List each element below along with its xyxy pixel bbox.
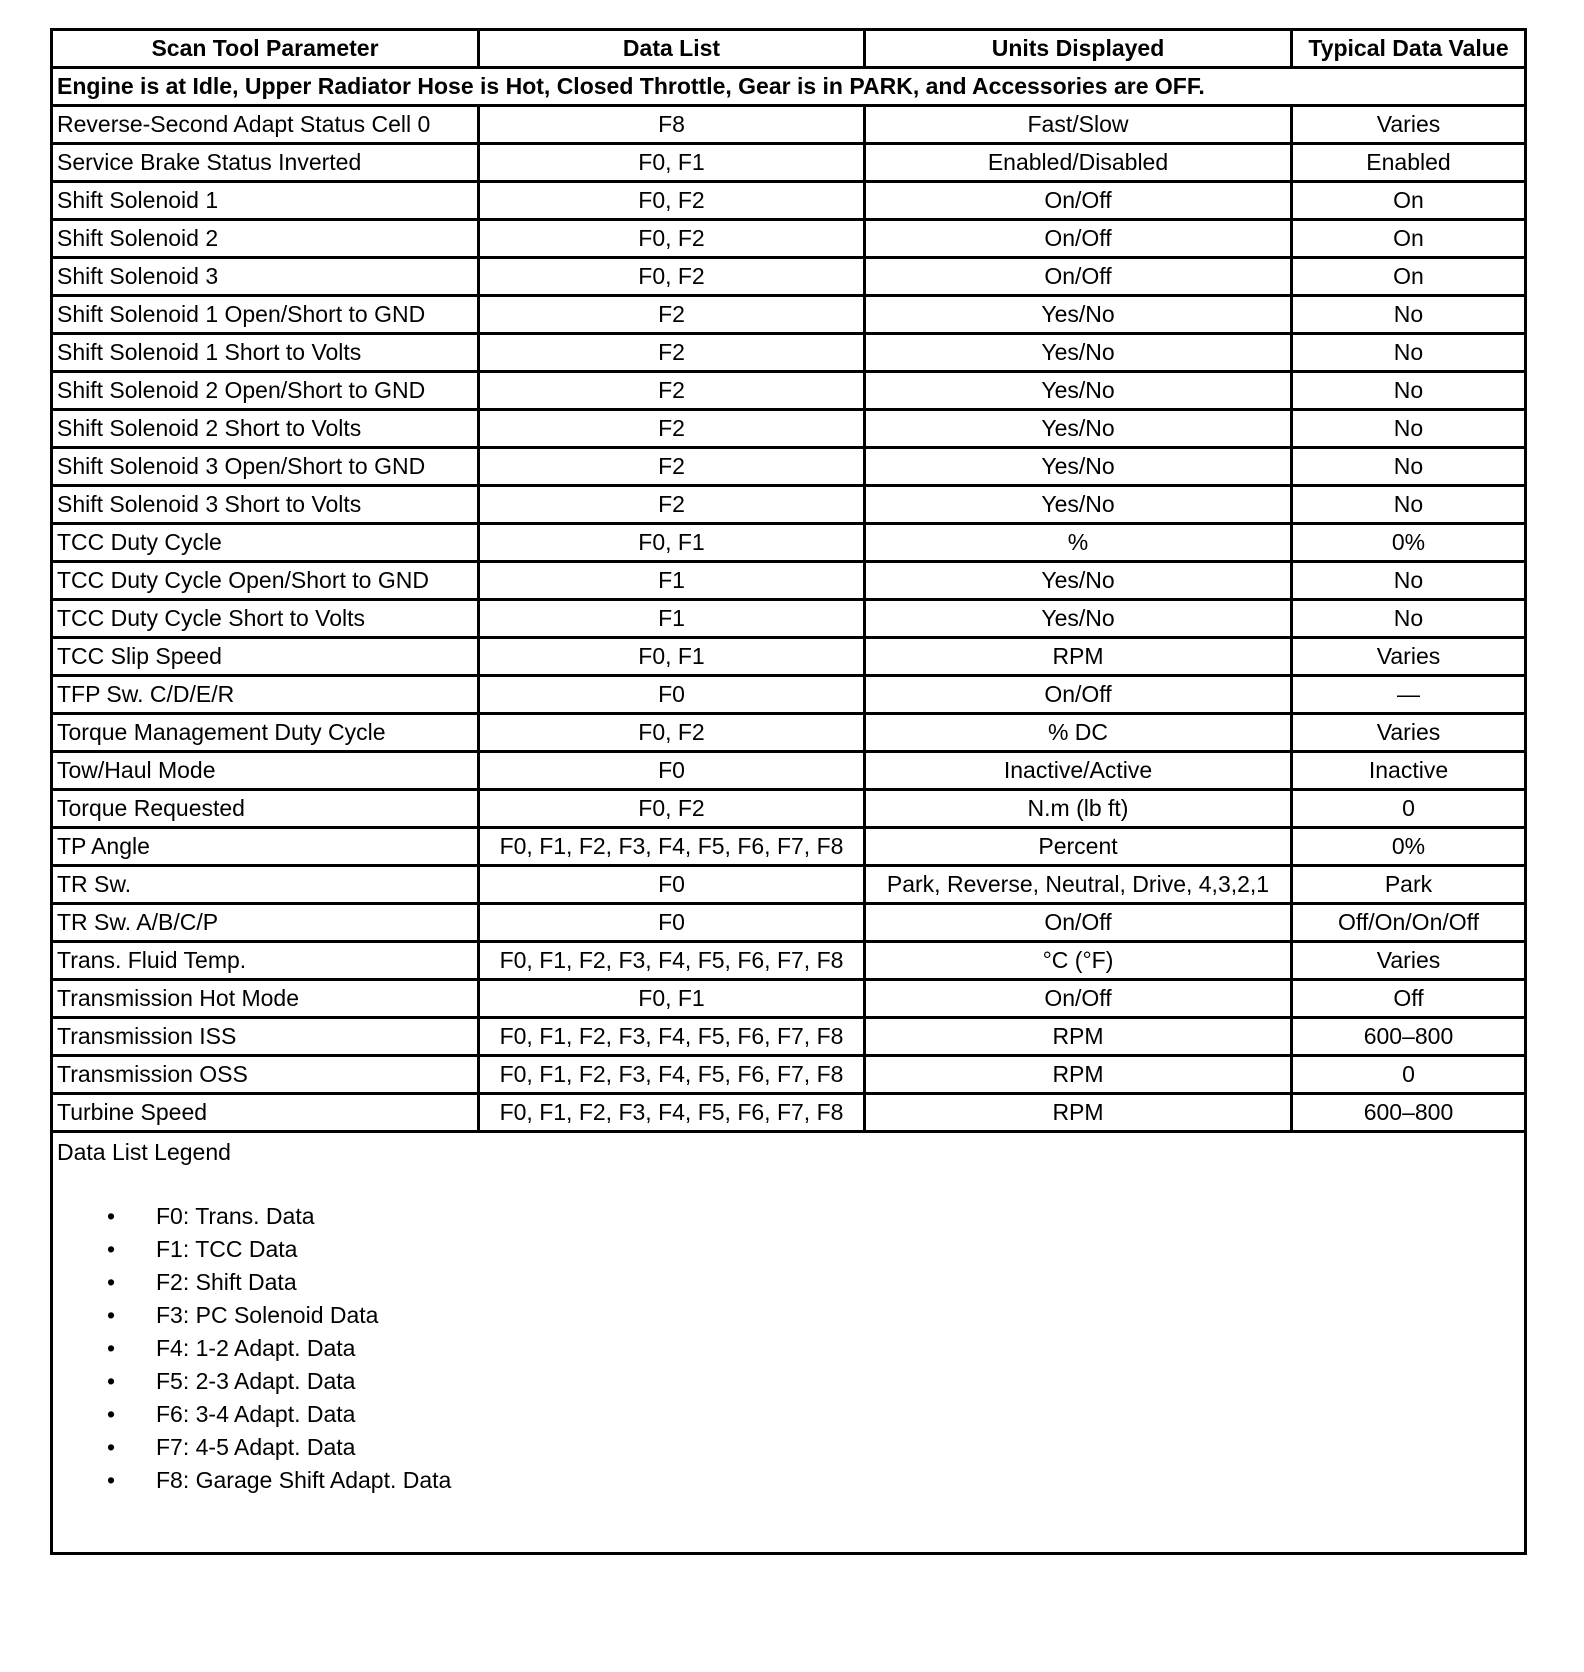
parameter-cell: TR Sw. <box>52 866 479 904</box>
table-row <box>52 144 1526 182</box>
parameter-cell: Shift Solenoid 2 Short to Volts <box>52 410 479 448</box>
table-row <box>52 790 1526 828</box>
bullet-icon: • <box>107 1236 116 1262</box>
units-cell: Park, Reverse, Neutral, Drive, 4,3,2,1 <box>865 866 1292 904</box>
legend-item-text: F8: Garage Shift Adapt. Data <box>156 1467 452 1493</box>
table-row <box>52 334 1526 372</box>
typical-value-cell: No <box>1292 296 1526 334</box>
bullet-icon: • <box>107 1368 116 1394</box>
legend-item-text: F4: 1-2 Adapt. Data <box>156 1335 356 1361</box>
bullet-icon: • <box>107 1434 116 1460</box>
data-list-cell: F2 <box>479 334 865 372</box>
table-header-row <box>52 30 1526 68</box>
data-list-cell: F2 <box>479 448 865 486</box>
table-row <box>52 296 1526 334</box>
legend-item <box>57 1299 1520 1332</box>
table-row <box>52 486 1526 524</box>
parameter-cell: Torque Requested <box>52 790 479 828</box>
typical-value-cell: No <box>1292 600 1526 638</box>
typical-value-cell: On <box>1292 220 1526 258</box>
legend-item <box>57 1332 1520 1365</box>
typical-value-cell: 0 <box>1292 790 1526 828</box>
bullet-icon: • <box>107 1401 116 1427</box>
table-row <box>52 980 1526 1018</box>
typical-value-cell: Varies <box>1292 942 1526 980</box>
typical-value-cell: 0% <box>1292 828 1526 866</box>
parameter-cell: Transmission Hot Mode <box>52 980 479 1018</box>
legend-row <box>52 1132 1526 1554</box>
parameter-cell: TCC Duty Cycle <box>52 524 479 562</box>
parameter-cell: Shift Solenoid 1 <box>52 182 479 220</box>
units-cell: RPM <box>865 1094 1292 1132</box>
table-row <box>52 524 1526 562</box>
bullet-icon: • <box>107 1269 116 1295</box>
units-cell: Yes/No <box>865 296 1292 334</box>
legend-item <box>57 1200 1520 1233</box>
data-list-cell: F2 <box>479 372 865 410</box>
parameter-cell: TFP Sw. C/D/E/R <box>52 676 479 714</box>
table-row <box>52 448 1526 486</box>
units-cell: Yes/No <box>865 562 1292 600</box>
data-list-cell: F1 <box>479 600 865 638</box>
units-cell: Yes/No <box>865 334 1292 372</box>
legend-title: Data List Legend <box>57 1139 231 1165</box>
bullet-icon: • <box>107 1467 116 1493</box>
parameter-cell: Shift Solenoid 2 Open/Short to GND <box>52 372 479 410</box>
parameter-cell: Service Brake Status Inverted <box>52 144 479 182</box>
units-cell: RPM <box>865 1056 1292 1094</box>
table-row <box>52 372 1526 410</box>
units-cell: On/Off <box>865 980 1292 1018</box>
typical-value-cell: No <box>1292 334 1526 372</box>
units-cell: N.m (lb ft) <box>865 790 1292 828</box>
parameter-cell: TR Sw. A/B/C/P <box>52 904 479 942</box>
typical-value-cell: — <box>1292 676 1526 714</box>
table-row <box>52 752 1526 790</box>
table-row <box>52 1018 1526 1056</box>
header-scan-tool-parameter: Scan Tool Parameter <box>52 30 479 68</box>
legend-item-text: F7: 4-5 Adapt. Data <box>156 1434 356 1460</box>
data-list-cell: F0 <box>479 866 865 904</box>
table-row <box>52 410 1526 448</box>
legend-item-text: F2: Shift Data <box>156 1269 297 1295</box>
data-list-cell: F0 <box>479 676 865 714</box>
units-cell: Fast/Slow <box>865 106 1292 144</box>
legend-item <box>57 1398 1520 1431</box>
typical-value-cell: No <box>1292 410 1526 448</box>
data-list-cell: F0, F1, F2, F3, F4, F5, F6, F7, F8 <box>479 828 865 866</box>
table-body <box>52 68 1526 1132</box>
legend-item <box>57 1266 1520 1299</box>
data-list-cell: F0, F1, F2, F3, F4, F5, F6, F7, F8 <box>479 1056 865 1094</box>
legend-item-text: F0: Trans. Data <box>156 1203 315 1229</box>
parameter-cell: Transmission OSS <box>52 1056 479 1094</box>
units-cell: On/Off <box>865 258 1292 296</box>
parameter-cell: TCC Slip Speed <box>52 638 479 676</box>
parameter-cell: Tow/Haul Mode <box>52 752 479 790</box>
table-row <box>52 828 1526 866</box>
units-cell: Yes/No <box>865 600 1292 638</box>
data-list-cell: F0, F2 <box>479 182 865 220</box>
typical-value-cell: Varies <box>1292 714 1526 752</box>
data-list-cell: F0, F1, F2, F3, F4, F5, F6, F7, F8 <box>479 1094 865 1132</box>
header-data-list: Data List <box>479 30 865 68</box>
typical-value-cell: Off/On/On/Off <box>1292 904 1526 942</box>
typical-value-cell: Varies <box>1292 638 1526 676</box>
units-cell: °C (°F) <box>865 942 1292 980</box>
parameter-cell: Shift Solenoid 2 <box>52 220 479 258</box>
table-row <box>52 600 1526 638</box>
data-list-cell: F8 <box>479 106 865 144</box>
units-cell: % DC <box>865 714 1292 752</box>
data-list-cell: F0, F1 <box>479 980 865 1018</box>
typical-value-cell: 0% <box>1292 524 1526 562</box>
parameter-cell: Shift Solenoid 1 Short to Volts <box>52 334 479 372</box>
typical-value-cell: On <box>1292 182 1526 220</box>
table-row <box>52 562 1526 600</box>
table-row <box>52 220 1526 258</box>
parameter-cell: TCC Duty Cycle Open/Short to GND <box>52 562 479 600</box>
operating-condition: Engine is at Idle, Upper Radiator Hose is Hot, Closed Throttle, Gear is in PARK, and Accessories are OFF. <box>52 68 1526 106</box>
typical-value-cell: Varies <box>1292 106 1526 144</box>
typical-value-cell: On <box>1292 258 1526 296</box>
table-row <box>52 258 1526 296</box>
units-cell: RPM <box>865 638 1292 676</box>
data-list-cell: F0, F2 <box>479 258 865 296</box>
parameter-cell: Torque Management Duty Cycle <box>52 714 479 752</box>
condition-row <box>52 68 1526 106</box>
typical-value-cell: Off <box>1292 980 1526 1018</box>
table-row <box>52 1094 1526 1132</box>
table-row <box>52 942 1526 980</box>
table-row <box>52 904 1526 942</box>
units-cell: RPM <box>865 1018 1292 1056</box>
data-list-cell: F1 <box>479 562 865 600</box>
legend-item <box>57 1464 1520 1497</box>
parameter-cell: Reverse-Second Adapt Status Cell 0 <box>52 106 479 144</box>
units-cell: Yes/No <box>865 448 1292 486</box>
units-cell: On/Off <box>865 182 1292 220</box>
units-cell: Yes/No <box>865 486 1292 524</box>
scan-tool-data-document <box>50 28 1524 1555</box>
legend-item-text: F3: PC Solenoid Data <box>156 1302 379 1328</box>
units-cell: On/Off <box>865 904 1292 942</box>
units-cell: % <box>865 524 1292 562</box>
units-cell: Yes/No <box>865 410 1292 448</box>
table-row <box>52 1056 1526 1094</box>
units-cell: Percent <box>865 828 1292 866</box>
legend-item <box>57 1431 1520 1464</box>
typical-value-cell: Enabled <box>1292 144 1526 182</box>
typical-value-cell: No <box>1292 448 1526 486</box>
typical-value-cell: No <box>1292 486 1526 524</box>
data-list-cell: F0, F1 <box>479 144 865 182</box>
parameter-cell: Shift Solenoid 3 <box>52 258 479 296</box>
typical-value-cell: Inactive <box>1292 752 1526 790</box>
table-row <box>52 676 1526 714</box>
typical-value-cell: 600–800 <box>1292 1018 1526 1056</box>
parameter-cell: Transmission ISS <box>52 1018 479 1056</box>
data-list-cell: F0, F1, F2, F3, F4, F5, F6, F7, F8 <box>479 1018 865 1056</box>
typical-value-cell: No <box>1292 372 1526 410</box>
legend-item-text: F5: 2-3 Adapt. Data <box>156 1368 356 1394</box>
bullet-icon: • <box>107 1203 116 1229</box>
typical-value-cell: No <box>1292 562 1526 600</box>
data-list-legend <box>52 1132 1526 1554</box>
table-row <box>52 106 1526 144</box>
bullet-icon: • <box>107 1335 116 1361</box>
parameter-cell: Trans. Fluid Temp. <box>52 942 479 980</box>
table-row <box>52 866 1526 904</box>
table-row <box>52 638 1526 676</box>
legend-item-text: F6: 3-4 Adapt. Data <box>156 1401 356 1427</box>
data-list-cell: F0, F1, F2, F3, F4, F5, F6, F7, F8 <box>479 942 865 980</box>
scan-tool-data-table <box>50 28 1527 1555</box>
data-list-cell: F0, F1 <box>479 524 865 562</box>
parameter-cell: Shift Solenoid 3 Short to Volts <box>52 486 479 524</box>
units-cell: Yes/No <box>865 372 1292 410</box>
data-list-cell: F0, F1 <box>479 638 865 676</box>
parameter-cell: TP Angle <box>52 828 479 866</box>
data-list-cell: F0 <box>479 752 865 790</box>
parameter-cell: Shift Solenoid 1 Open/Short to GND <box>52 296 479 334</box>
parameter-cell: Turbine Speed <box>52 1094 479 1132</box>
header-typical-data-value: Typical Data Value <box>1292 30 1526 68</box>
data-list-cell: F0, F2 <box>479 790 865 828</box>
legend-item <box>57 1365 1520 1398</box>
table-row <box>52 714 1526 752</box>
parameter-cell: TCC Duty Cycle Short to Volts <box>52 600 479 638</box>
units-cell: On/Off <box>865 676 1292 714</box>
data-list-cell: F0, F2 <box>479 220 865 258</box>
typical-value-cell: 600–800 <box>1292 1094 1526 1132</box>
units-cell: Enabled/Disabled <box>865 144 1292 182</box>
parameter-cell: Shift Solenoid 3 Open/Short to GND <box>52 448 479 486</box>
header-units-displayed: Units Displayed <box>865 30 1292 68</box>
units-cell: Inactive/Active <box>865 752 1292 790</box>
data-list-cell: F0 <box>479 904 865 942</box>
legend-list <box>57 1200 1520 1497</box>
table-row <box>52 182 1526 220</box>
data-list-cell: F0, F2 <box>479 714 865 752</box>
legend-item <box>57 1233 1520 1266</box>
typical-value-cell: Park <box>1292 866 1526 904</box>
units-cell: On/Off <box>865 220 1292 258</box>
bullet-icon: • <box>107 1302 116 1328</box>
legend-item-text: F1: TCC Data <box>156 1236 298 1262</box>
typical-value-cell: 0 <box>1292 1056 1526 1094</box>
data-list-cell: F2 <box>479 410 865 448</box>
data-list-cell: F2 <box>479 486 865 524</box>
data-list-cell: F2 <box>479 296 865 334</box>
